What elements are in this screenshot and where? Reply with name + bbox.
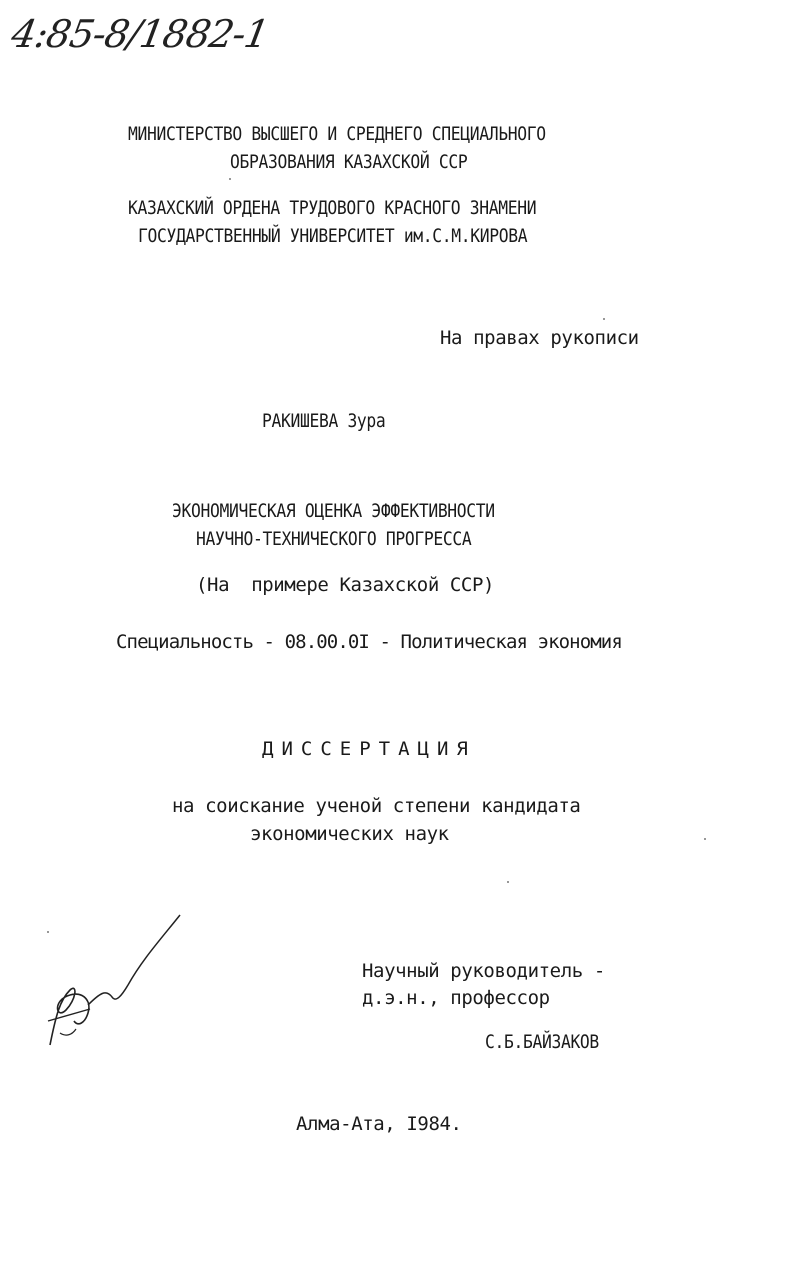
specialty: Специальность - 08.00.0I - Политическая экономия bbox=[116, 631, 622, 653]
handwritten-signature bbox=[30, 905, 190, 1055]
scan-speck bbox=[704, 838, 706, 840]
archive-handwritten-mark: 4:85-8/1882-1 bbox=[8, 12, 272, 56]
scan-speck bbox=[603, 318, 605, 320]
supervisor-name: С.Б.БАЙЗАКОВ bbox=[485, 1031, 599, 1053]
document-type: ДИССЕРТАЦИЯ bbox=[262, 738, 476, 760]
university-line-1: КАЗАХСКИЙ ОРДЕНА ТРУДОВОГО КРАСНОГО ЗНАМЕНИ bbox=[128, 197, 537, 219]
title-subtitle: (На примере Казахской ССР) bbox=[196, 574, 495, 596]
degree-line-2: экономических наук bbox=[250, 823, 449, 845]
scan-speck bbox=[229, 178, 231, 180]
ministry-line-2: ОБРАЗОВАНИЯ КАЗАХСКОЙ ССР bbox=[230, 151, 468, 173]
degree-line-1: на соискание ученой степени кандидата bbox=[172, 795, 581, 817]
title-line-2: НАУЧНО-ТЕХНИЧЕСКОГО ПРОГРЕССА bbox=[196, 528, 472, 550]
supervisor-line-2: д.э.н., профессор bbox=[362, 987, 550, 1009]
scan-speck bbox=[47, 931, 49, 933]
place-year: Алма-Ата, I984. bbox=[296, 1113, 462, 1135]
scan-speck bbox=[507, 881, 509, 883]
author-name: РАКИШЕВА Зура bbox=[262, 410, 386, 432]
supervisor-line-1: Научный руководитель - bbox=[362, 960, 605, 982]
university-line-2: ГОСУДАРСТВЕННЫЙ УНИВЕРСИТЕТ им.С.М.КИРОВА bbox=[138, 225, 528, 247]
title-line-1: ЭКОНОМИЧЕСКАЯ ОЦЕНКА ЭФФЕКТИВНОСТИ bbox=[172, 500, 495, 522]
manuscript-rights: На правах рукописи bbox=[440, 327, 639, 349]
ministry-line-1: МИНИСТЕРСТВО ВЫСШЕГО И СРЕДНЕГО СПЕЦИАЛЬНОГО bbox=[128, 123, 546, 145]
